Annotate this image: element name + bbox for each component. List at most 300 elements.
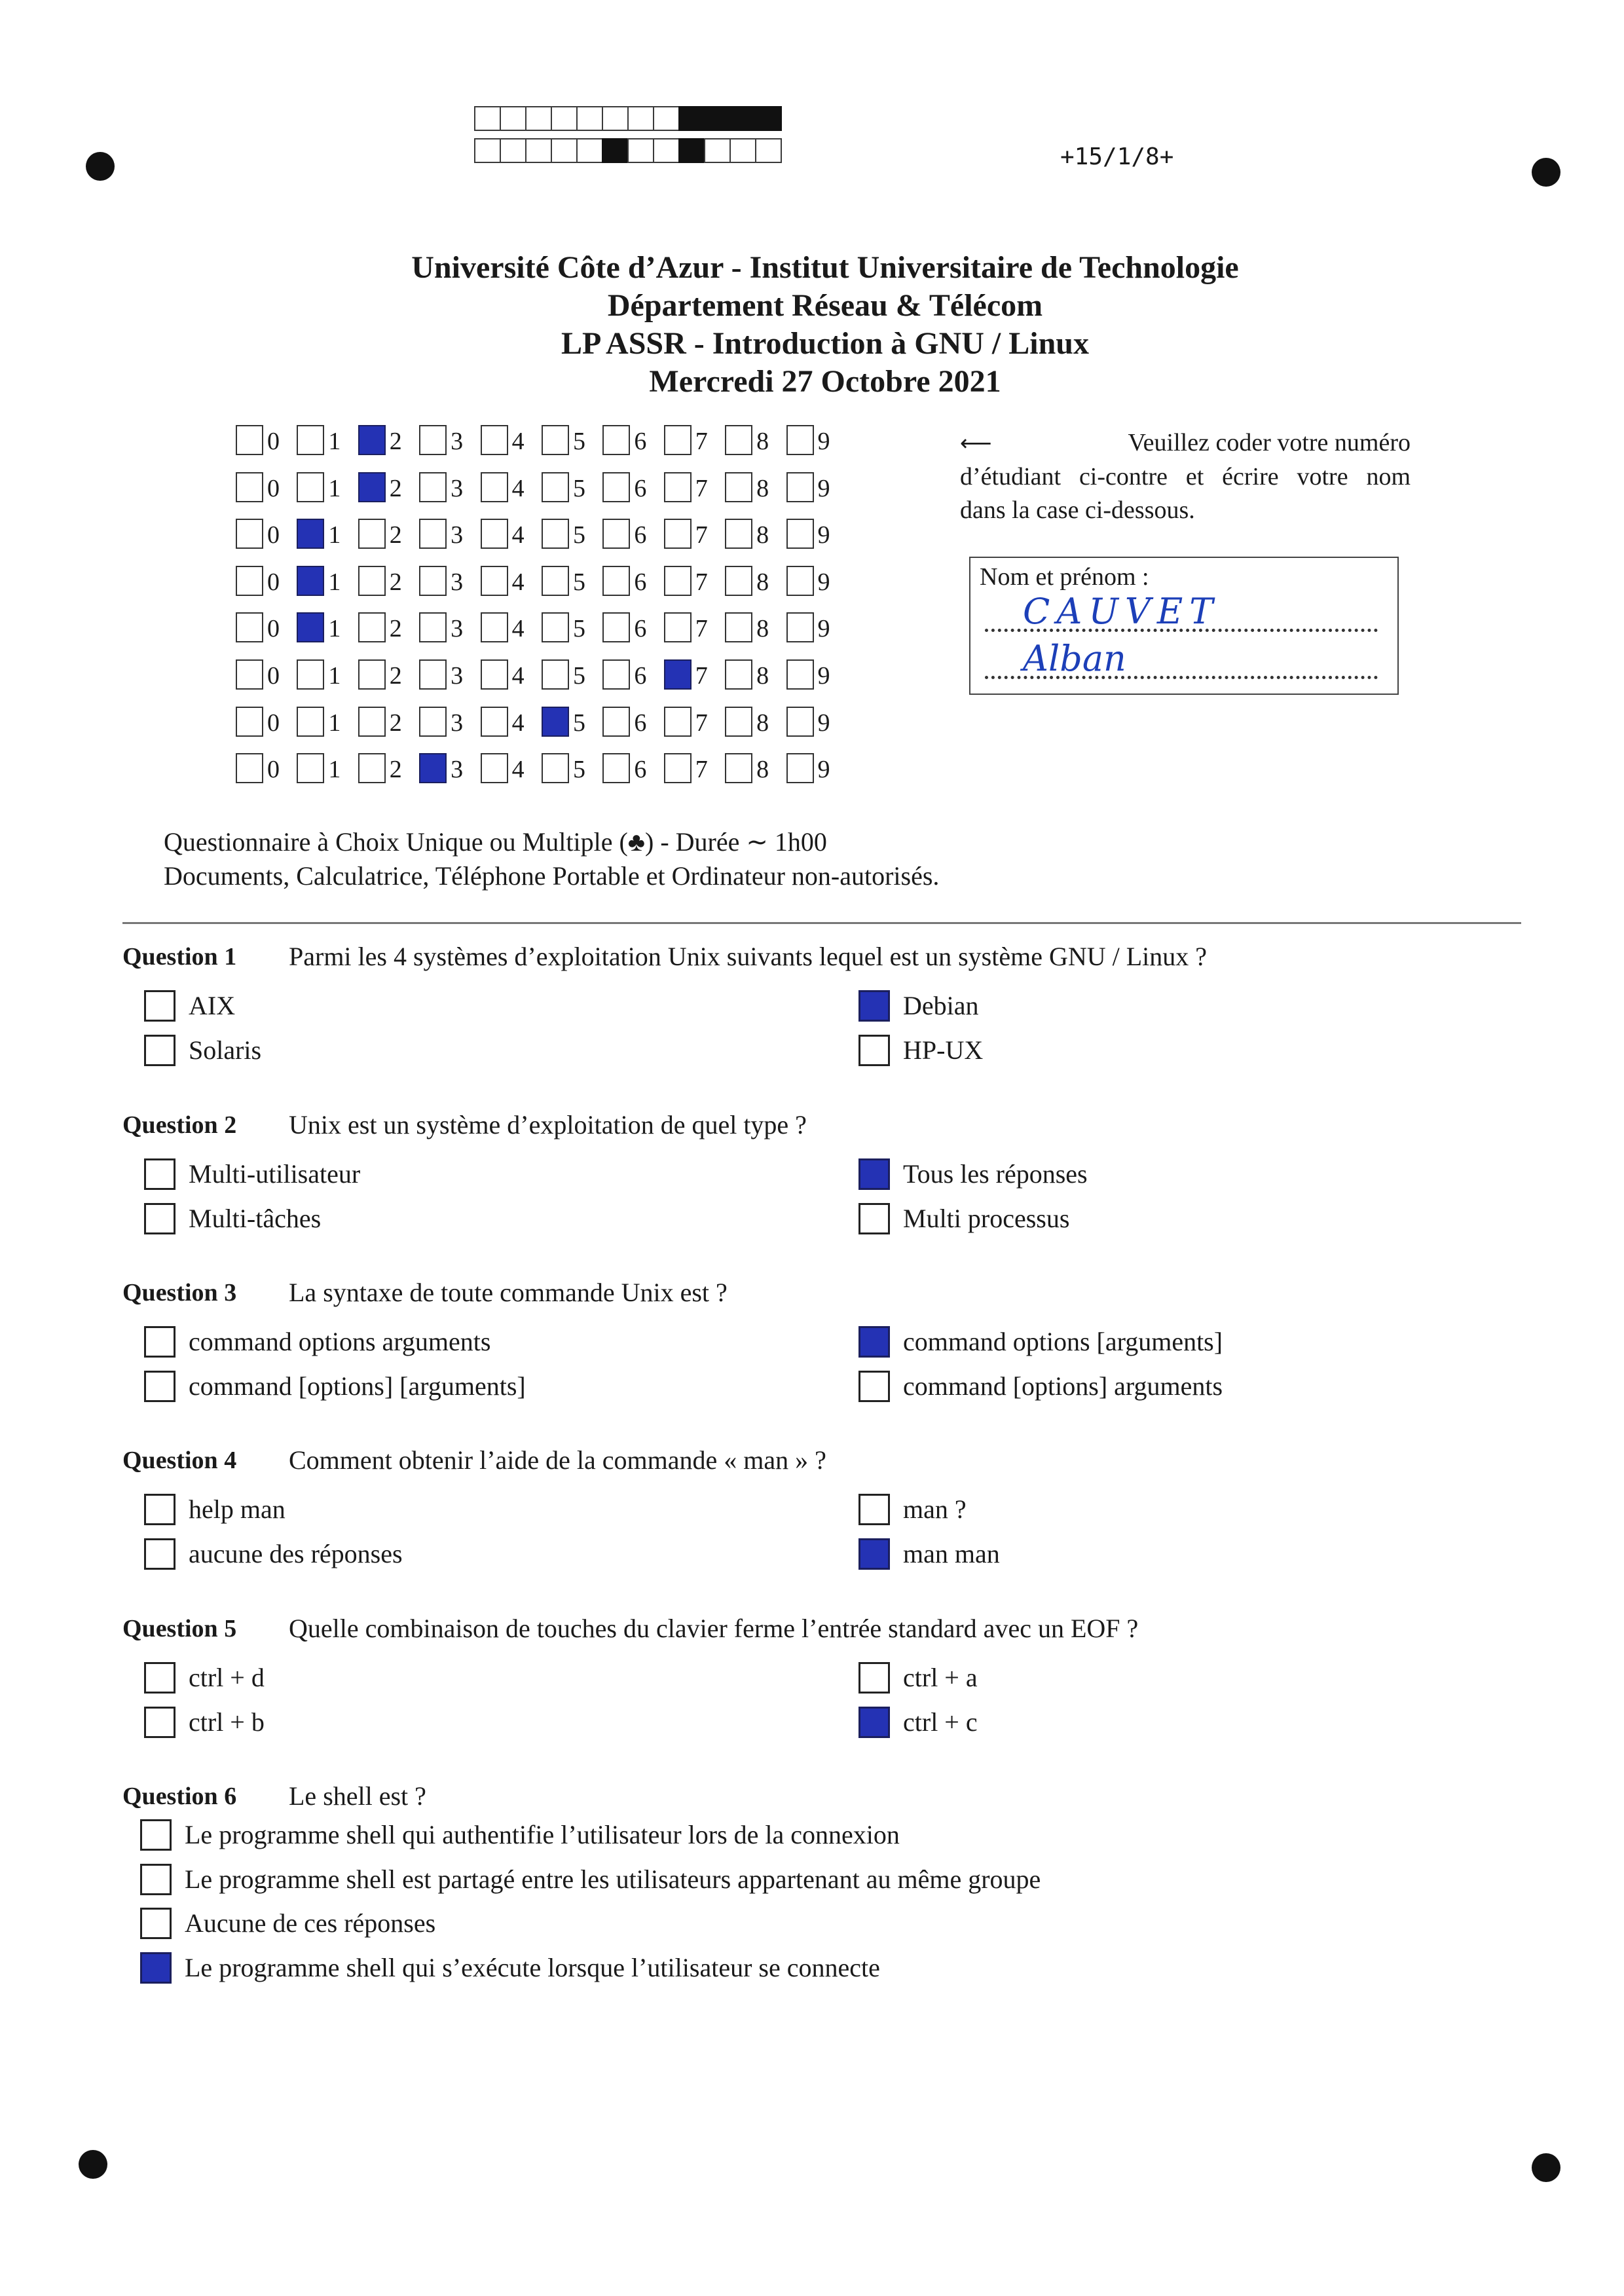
student-digit-label: 0 — [267, 428, 280, 455]
student-digit-option[interactable] — [602, 519, 663, 549]
student-digit-label: 8 — [756, 615, 769, 643]
student-digit-option[interactable] — [481, 566, 542, 596]
answer-option[interactable] — [144, 1538, 403, 1570]
student-digit-checkbox[interactable] — [664, 472, 692, 502]
student-digit-checkbox[interactable] — [786, 659, 814, 690]
student-digit-checkbox[interactable] — [297, 753, 324, 783]
student-digit-label: 8 — [756, 568, 769, 596]
student-digit-checkbox[interactable] — [297, 566, 324, 596]
student-digit-option[interactable] — [419, 425, 480, 455]
exam-rules-line: Documents, Calculatrice, Téléphone Portable et Ordinateur non-autorisés. — [164, 861, 940, 891]
student-digit-option[interactable] — [236, 472, 297, 502]
student-digit-label: 5 — [572, 428, 585, 455]
code-mark-cell — [678, 106, 705, 131]
student-digit-checkbox[interactable] — [419, 472, 447, 502]
student-digit-checkbox[interactable] — [542, 659, 569, 690]
student-digit-checkbox[interactable] — [481, 472, 508, 502]
student-digit-option[interactable] — [602, 472, 663, 502]
answer-checkbox[interactable] — [140, 1819, 172, 1851]
student-digit-checkbox[interactable] — [542, 425, 569, 455]
question-label: Question 3 — [122, 1279, 237, 1306]
code-mark-cell — [525, 138, 552, 163]
student-digit-option[interactable] — [602, 659, 663, 690]
answer-label: AIX — [189, 991, 236, 1020]
student-digit-option[interactable] — [542, 566, 602, 596]
student-digit-option[interactable] — [236, 612, 297, 642]
student-digit-label: 6 — [634, 428, 647, 455]
answer-option[interactable] — [144, 1371, 526, 1402]
answer-checkbox[interactable] — [858, 1203, 890, 1234]
answer-option[interactable] — [144, 1158, 360, 1190]
student-digit-option[interactable] — [602, 612, 663, 642]
student-digit-option[interactable] — [481, 425, 542, 455]
registration-mark-top-right — [1532, 158, 1560, 187]
exam-info — [164, 825, 939, 893]
student-digit-option[interactable] — [725, 425, 786, 455]
answer-option[interactable] — [858, 1494, 967, 1525]
answer-option[interactable] — [140, 1819, 900, 1851]
student-digit-checkbox[interactable] — [419, 519, 447, 549]
student-digit-option[interactable] — [419, 659, 480, 690]
registration-mark-top-left — [86, 152, 115, 181]
student-digit-option[interactable] — [297, 659, 358, 690]
student-digit-checkbox[interactable] — [419, 612, 447, 642]
student-digit-option[interactable] — [419, 707, 480, 737]
student-digit-option[interactable] — [664, 659, 725, 690]
student-digit-option[interactable] — [786, 612, 847, 642]
answer-option[interactable] — [140, 1952, 880, 1984]
student-digit-option[interactable] — [481, 659, 542, 690]
student-digit-checkbox[interactable] — [419, 753, 447, 783]
student-digit-option[interactable] — [664, 612, 725, 642]
instruction-text: Veuillez coder votre numéro — [1128, 429, 1411, 456]
student-digit-checkbox[interactable] — [358, 472, 386, 502]
answer-option[interactable] — [144, 1494, 286, 1525]
institution-title: Université Côte d’Azur - Institut Universitaire de Technologie — [411, 250, 1239, 285]
student-digit-checkbox[interactable] — [481, 753, 508, 783]
student-digit-option[interactable] — [664, 472, 725, 502]
student-digit-option[interactable] — [786, 472, 847, 502]
student-digit-option[interactable] — [786, 753, 847, 783]
student-digit-label: 7 — [695, 428, 708, 455]
student-digit-label: 1 — [328, 474, 341, 502]
answer-checkbox[interactable] — [144, 990, 175, 1022]
answer-option[interactable] — [858, 1662, 978, 1694]
student-digit-checkbox[interactable] — [542, 753, 569, 783]
student-digit-option[interactable] — [542, 753, 602, 783]
answer-option[interactable] — [858, 1707, 978, 1738]
student-digit-checkbox[interactable] — [602, 472, 630, 502]
answer-checkbox[interactable] — [144, 1494, 175, 1525]
student-digit-label: 3 — [451, 615, 464, 643]
answer-label: Le programme shell est partagé entre les utilisateurs appartenant au même groupe — [185, 1864, 1041, 1894]
student-digit-option[interactable] — [602, 707, 663, 737]
student-digit-option[interactable] — [542, 659, 602, 690]
student-digit-option[interactable] — [664, 519, 725, 549]
code-mark-cell — [627, 106, 654, 131]
student-digit-checkbox[interactable] — [602, 612, 630, 642]
handwritten-last-name: CAUVET — [1023, 591, 1220, 632]
student-digit-checkbox[interactable] — [664, 753, 692, 783]
student-digit-checkbox[interactable] — [236, 425, 263, 455]
answer-label: command options arguments — [189, 1327, 491, 1356]
student-digit-checkbox[interactable] — [664, 612, 692, 642]
code-mark-cell — [704, 138, 731, 163]
student-digit-option[interactable] — [725, 519, 786, 549]
student-digit-label: 1 — [328, 756, 341, 784]
student-digit-checkbox[interactable] — [664, 425, 692, 455]
student-digit-checkbox[interactable] — [542, 519, 569, 549]
instruction-text: d’étudiant ci-contre et écrire votre nom — [960, 463, 1411, 491]
student-digit-option[interactable] — [297, 425, 358, 455]
student-digit-checkbox[interactable] — [358, 659, 386, 690]
student-digit-checkbox[interactable] — [786, 472, 814, 502]
student-digit-checkbox[interactable] — [542, 472, 569, 502]
student-digit-option[interactable] — [481, 707, 542, 737]
student-digit-option[interactable] — [358, 707, 419, 737]
student-digit-checkbox[interactable] — [236, 472, 263, 502]
student-digit-option[interactable] — [725, 612, 786, 642]
student-digit-option[interactable] — [358, 519, 419, 549]
student-number-instructions — [960, 426, 1411, 527]
student-digit-checkbox[interactable] — [236, 519, 263, 549]
student-digit-label: 3 — [451, 428, 464, 455]
student-digit-checkbox[interactable] — [481, 659, 508, 690]
answer-option[interactable] — [144, 1203, 321, 1234]
student-digit-option[interactable] — [786, 425, 847, 455]
course-title: LP ASSR - Introduction à GNU / Linux — [561, 326, 1089, 361]
answer-checkbox[interactable] — [144, 1707, 175, 1738]
student-digit-option[interactable] — [786, 519, 847, 549]
answer-label: man ? — [903, 1494, 967, 1524]
student-digit-checkbox[interactable] — [297, 425, 324, 455]
student-digit-checkbox[interactable] — [664, 566, 692, 596]
student-digit-checkbox[interactable] — [358, 753, 386, 783]
student-digit-option[interactable] — [236, 425, 297, 455]
student-digit-option[interactable] — [602, 566, 663, 596]
student-digit-label: 9 — [817, 521, 830, 549]
student-digit-option[interactable] — [542, 425, 602, 455]
student-digit-checkbox[interactable] — [725, 425, 752, 455]
student-digit-option[interactable] — [297, 707, 358, 737]
student-digit-checkbox[interactable] — [297, 659, 324, 690]
student-digit-label: 6 — [634, 474, 647, 502]
answer-label: Multi processus — [903, 1204, 1070, 1233]
student-digit-label: 5 — [572, 709, 585, 737]
student-digit-option[interactable] — [358, 753, 419, 783]
answer-label: help man — [189, 1494, 286, 1524]
student-digit-label: 2 — [389, 474, 402, 502]
answer-option[interactable] — [858, 1538, 1000, 1570]
answer-label: Debian — [903, 991, 979, 1020]
student-digit-option[interactable] — [725, 566, 786, 596]
student-digit-option[interactable] — [725, 753, 786, 783]
answer-option[interactable] — [144, 1707, 265, 1738]
question-label: Question 2 — [122, 1111, 237, 1139]
answer-option[interactable] — [858, 1203, 1069, 1234]
student-digit-option[interactable] — [664, 707, 725, 737]
student-digit-label: 8 — [756, 661, 769, 690]
student-digit-checkbox[interactable] — [419, 566, 447, 596]
student-digit-label: 4 — [511, 568, 525, 596]
student-digit-checkbox[interactable] — [419, 659, 447, 690]
student-digit-checkbox[interactable] — [725, 566, 752, 596]
answer-checkbox[interactable] — [144, 1035, 175, 1066]
student-digit-option[interactable] — [481, 472, 542, 502]
code-mark-cell — [627, 138, 654, 163]
student-digit-option[interactable] — [481, 753, 542, 783]
answer-option[interactable] — [144, 1035, 261, 1066]
student-digit-checkbox[interactable] — [786, 566, 814, 596]
answer-label: man man — [903, 1539, 1000, 1568]
student-digit-checkbox[interactable] — [602, 707, 630, 737]
answer-label: command [options] arguments — [903, 1371, 1223, 1401]
student-digit-checkbox[interactable] — [236, 566, 263, 596]
code-mark-cell — [500, 106, 526, 131]
student-digit-checkbox[interactable] — [481, 519, 508, 549]
answer-checkbox[interactable] — [144, 1158, 175, 1190]
student-digit-checkbox[interactable] — [602, 566, 630, 596]
answer-checkbox[interactable] — [144, 1326, 175, 1358]
student-digit-checkbox[interactable] — [602, 753, 630, 783]
student-digit-label: 0 — [267, 756, 280, 784]
student-digit-option[interactable] — [542, 707, 602, 737]
answer-option[interactable] — [858, 1371, 1223, 1402]
student-digit-option[interactable] — [725, 472, 786, 502]
answer-checkbox[interactable] — [140, 1952, 172, 1984]
student-digit-option[interactable] — [419, 753, 480, 783]
student-digit-checkbox[interactable] — [786, 519, 814, 549]
answer-checkbox[interactable] — [144, 1538, 175, 1570]
student-digit-option[interactable] — [481, 612, 542, 642]
code-mark-cell — [704, 106, 731, 131]
answer-option[interactable] — [858, 1158, 1088, 1190]
answer-label: Multi-tâches — [189, 1204, 322, 1233]
student-digit-label: 3 — [451, 568, 464, 596]
student-digit-label: 5 — [572, 521, 585, 549]
answer-option[interactable] — [140, 1908, 435, 1939]
answer-checkbox[interactable] — [858, 1662, 890, 1694]
answer-checkbox[interactable] — [858, 990, 890, 1022]
student-digit-option[interactable] — [419, 472, 480, 502]
student-digit-option[interactable] — [419, 519, 480, 549]
student-digit-label: 2 — [389, 615, 402, 643]
answer-checkbox[interactable] — [144, 1662, 175, 1694]
question-text: La syntaxe de toute commande Unix est ? — [289, 1278, 728, 1307]
student-digit-checkbox[interactable] — [664, 659, 692, 690]
student-digit-option[interactable] — [297, 753, 358, 783]
student-digit-option[interactable] — [297, 519, 358, 549]
student-digit-checkbox[interactable] — [236, 753, 263, 783]
student-digit-option[interactable] — [358, 472, 419, 502]
student-digit-label: 5 — [572, 474, 585, 502]
student-digit-label: 6 — [634, 756, 647, 784]
student-digit-option[interactable] — [481, 519, 542, 549]
student-digit-checkbox[interactable] — [542, 707, 569, 737]
student-digit-checkbox[interactable] — [664, 519, 692, 549]
student-digit-option[interactable] — [725, 659, 786, 690]
answer-checkbox[interactable] — [140, 1908, 172, 1939]
student-digit-checkbox[interactable] — [236, 707, 263, 737]
student-digit-checkbox[interactable] — [481, 612, 508, 642]
handwritten-first-name: Alban — [1023, 638, 1126, 679]
answer-label: Tous les réponses — [903, 1159, 1088, 1189]
student-digit-option[interactable] — [602, 753, 663, 783]
student-digit-option[interactable] — [297, 612, 358, 642]
answer-label: ctrl + c — [903, 1707, 978, 1737]
student-digit-checkbox[interactable] — [602, 659, 630, 690]
code-mark-cell — [500, 138, 526, 163]
name-box[interactable] — [969, 557, 1399, 695]
answer-option[interactable] — [144, 990, 235, 1022]
student-digit-checkbox[interactable] — [358, 519, 386, 549]
student-digit-label: 0 — [267, 661, 280, 690]
student-digit-checkbox[interactable] — [542, 612, 569, 642]
code-mark-cell — [653, 138, 680, 163]
answer-label: aucune des réponses — [189, 1539, 403, 1568]
answer-option[interactable] — [858, 1326, 1223, 1358]
exam-date: Mercredi 27 Octobre 2021 — [649, 364, 1001, 399]
student-digit-option[interactable] — [786, 566, 847, 596]
student-digit-option[interactable] — [664, 425, 725, 455]
answer-checkbox[interactable] — [858, 1707, 890, 1738]
student-digit-checkbox[interactable] — [602, 425, 630, 455]
student-digit-label: 3 — [451, 474, 464, 502]
student-digit-label: 0 — [267, 474, 280, 502]
student-digit-checkbox[interactable] — [419, 707, 447, 737]
student-digit-checkbox[interactable] — [419, 425, 447, 455]
student-digit-option[interactable] — [358, 612, 419, 642]
student-digit-checkbox[interactable] — [725, 753, 752, 783]
student-digit-label: 7 — [695, 661, 708, 690]
student-digit-checkbox[interactable] — [786, 425, 814, 455]
student-digit-option[interactable] — [542, 612, 602, 642]
student-digit-option[interactable] — [786, 707, 847, 737]
student-digit-checkbox[interactable] — [481, 566, 508, 596]
answer-checkbox[interactable] — [858, 1326, 890, 1358]
student-digit-option[interactable] — [542, 472, 602, 502]
student-digit-label: 2 — [389, 428, 402, 455]
student-digit-checkbox[interactable] — [297, 472, 324, 502]
student-digit-checkbox[interactable] — [297, 612, 324, 642]
student-digit-label: 4 — [511, 661, 525, 690]
student-digit-checkbox[interactable] — [786, 753, 814, 783]
student-digit-option[interactable] — [236, 519, 297, 549]
student-digit-label: 3 — [451, 709, 464, 737]
student-digit-label: 3 — [451, 756, 464, 784]
student-digit-option[interactable] — [358, 425, 419, 455]
student-digit-label: 9 — [817, 756, 830, 784]
student-digit-option[interactable] — [236, 707, 297, 737]
student-digit-checkbox[interactable] — [786, 707, 814, 737]
student-digit-checkbox[interactable] — [358, 425, 386, 455]
student-digit-label: 6 — [634, 615, 647, 643]
answer-option[interactable] — [144, 1662, 265, 1694]
code-mark-cell — [729, 138, 756, 163]
answer-checkbox[interactable] — [144, 1371, 175, 1402]
student-digit-option[interactable] — [786, 659, 847, 690]
code-mark-cell — [525, 106, 552, 131]
student-digit-checkbox[interactable] — [481, 707, 508, 737]
code-mark-cell — [602, 106, 629, 131]
student-digit-option[interactable] — [664, 753, 725, 783]
student-digit-checkbox[interactable] — [542, 566, 569, 596]
student-digit-checkbox[interactable] — [358, 566, 386, 596]
student-digit-option[interactable] — [297, 472, 358, 502]
student-digit-option[interactable] — [236, 659, 297, 690]
answer-option[interactable] — [144, 1326, 490, 1358]
student-digit-option[interactable] — [602, 425, 663, 455]
student-digit-option[interactable] — [236, 753, 297, 783]
student-digit-option[interactable] — [358, 659, 419, 690]
student-digit-checkbox[interactable] — [236, 612, 263, 642]
student-digit-label: 1 — [328, 568, 341, 596]
student-digit-label: 4 — [511, 428, 525, 455]
code-mark-cell — [602, 138, 629, 163]
code-mark-cell — [576, 106, 603, 131]
answer-checkbox[interactable] — [858, 1371, 890, 1402]
student-digit-checkbox[interactable] — [664, 707, 692, 737]
student-digit-option[interactable] — [297, 566, 358, 596]
student-digit-checkbox[interactable] — [725, 472, 752, 502]
student-digit-option[interactable] — [542, 519, 602, 549]
student-digit-option[interactable] — [419, 566, 480, 596]
student-digit-checkbox[interactable] — [481, 425, 508, 455]
student-digit-checkbox[interactable] — [725, 707, 752, 737]
student-digit-checkbox[interactable] — [297, 707, 324, 737]
student-digit-option[interactable] — [725, 707, 786, 737]
answer-option[interactable] — [858, 1035, 983, 1066]
answer-checkbox[interactable] — [858, 1158, 890, 1190]
student-digit-label: 8 — [756, 709, 769, 737]
answer-checkbox[interactable] — [858, 1538, 890, 1570]
student-digit-checkbox[interactable] — [725, 612, 752, 642]
student-digit-checkbox[interactable] — [602, 519, 630, 549]
instruction-text: dans la case ci-dessous. — [960, 496, 1195, 524]
student-digit-option[interactable] — [358, 566, 419, 596]
answer-option[interactable] — [858, 990, 979, 1022]
answer-label: command options [arguments] — [903, 1327, 1223, 1356]
answer-option[interactable] — [140, 1864, 1041, 1895]
student-digit-option[interactable] — [236, 566, 297, 596]
question-label: Question 5 — [122, 1615, 237, 1642]
student-digit-checkbox[interactable] — [358, 612, 386, 642]
student-digit-checkbox[interactable] — [297, 519, 324, 549]
student-digit-option[interactable] — [664, 566, 725, 596]
student-digit-option[interactable] — [419, 612, 480, 642]
name-dotted-line-2 — [985, 676, 1378, 679]
name-dotted-line-1 — [985, 629, 1378, 632]
student-digit-checkbox[interactable] — [358, 707, 386, 737]
student-digit-checkbox[interactable] — [725, 519, 752, 549]
answer-checkbox[interactable] — [144, 1203, 175, 1234]
student-digit-label: 6 — [634, 568, 647, 596]
answer-checkbox[interactable] — [858, 1035, 890, 1066]
page-identifier: +15/1/8+ — [1060, 143, 1174, 170]
student-digit-label: 4 — [511, 615, 525, 643]
student-digit-label: 5 — [572, 615, 585, 643]
student-digit-checkbox[interactable] — [725, 659, 752, 690]
answer-checkbox[interactable] — [140, 1864, 172, 1895]
answer-label: ctrl + b — [189, 1707, 265, 1737]
student-digit-checkbox[interactable] — [236, 659, 263, 690]
question-label: Question 6 — [122, 1783, 237, 1810]
answer-checkbox[interactable] — [858, 1494, 890, 1525]
student-digit-label: 3 — [451, 521, 464, 549]
code-mark-cell — [576, 138, 603, 163]
student-digit-label: 5 — [572, 661, 585, 690]
student-digit-checkbox[interactable] — [786, 612, 814, 642]
